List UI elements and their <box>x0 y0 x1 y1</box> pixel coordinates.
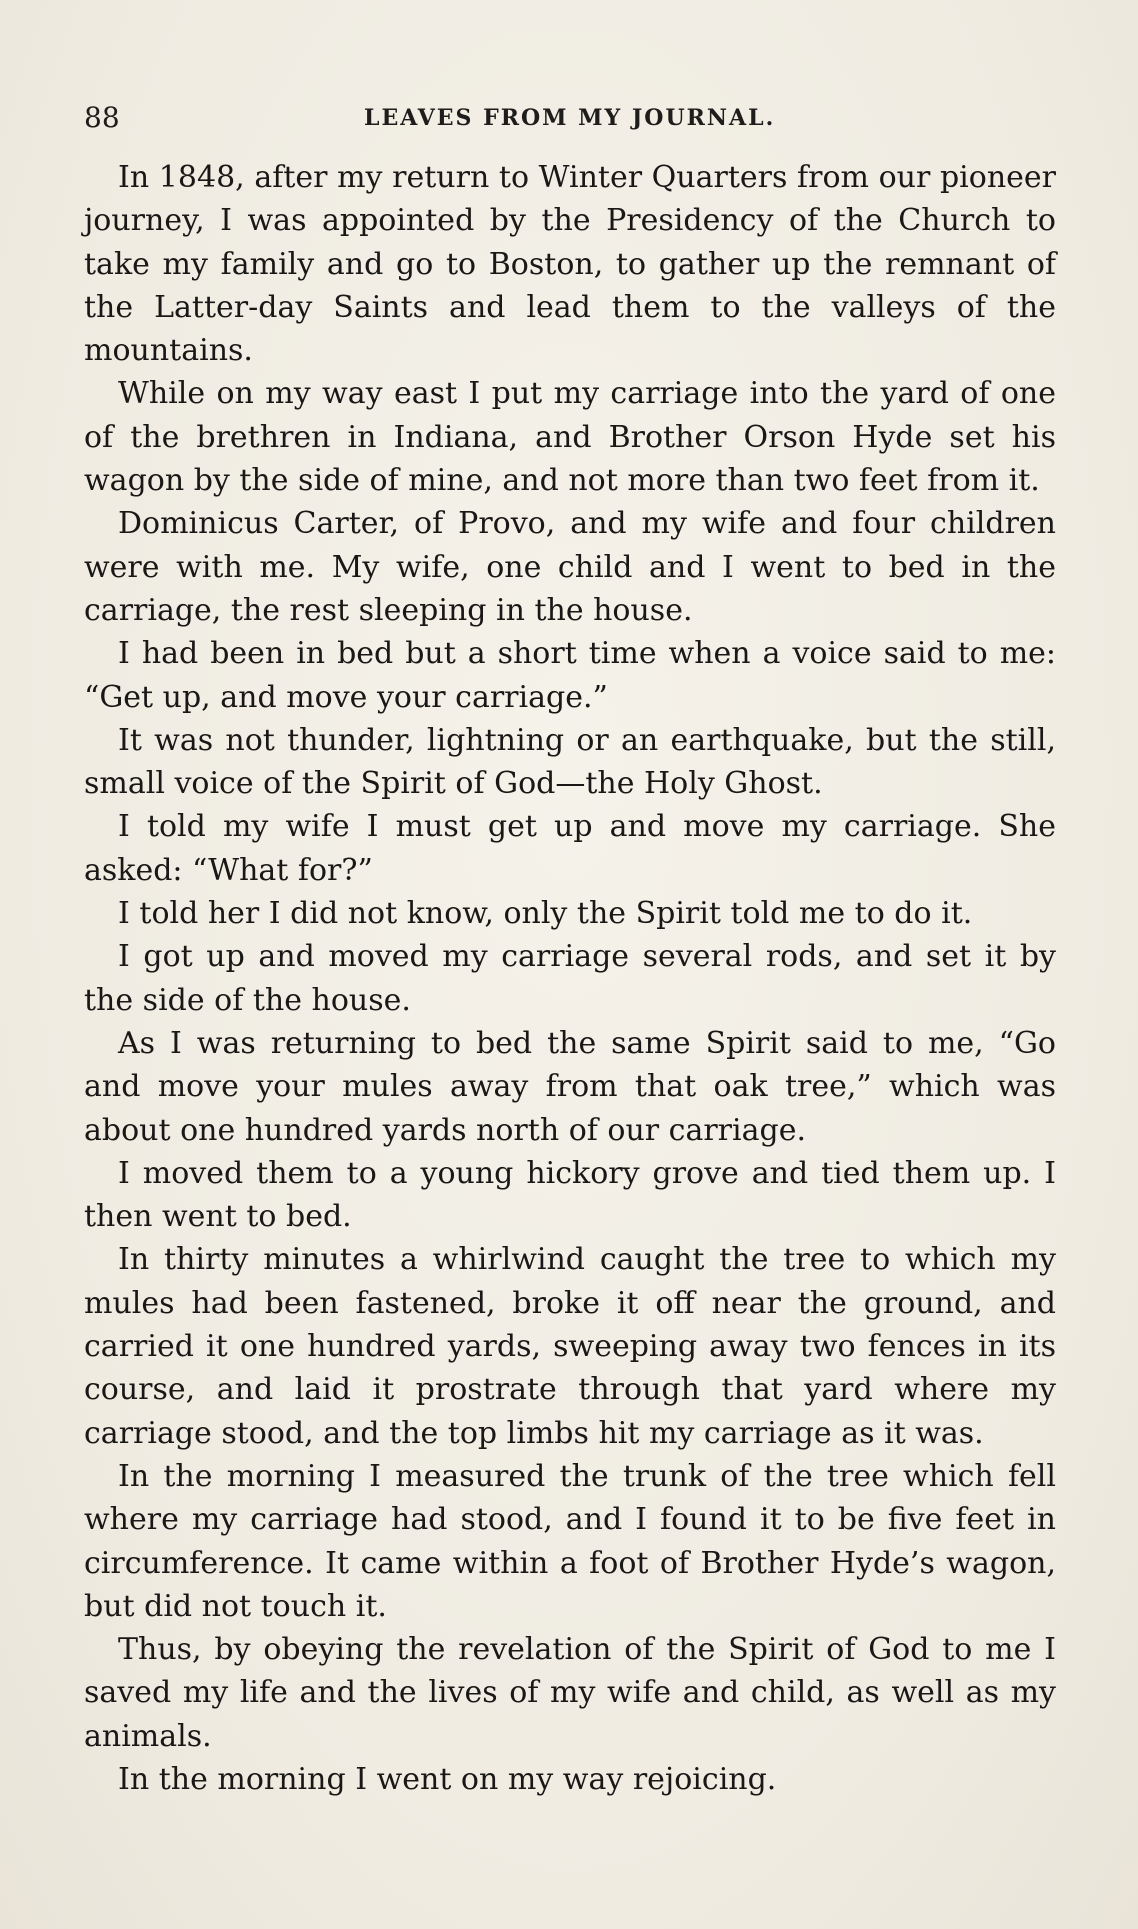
paragraph: As I was returning to bed the same Spirit said to me, “Go and move your mules away from that oak tree,” which was about one hundred yards north of our carriage. <box>84 1025 1056 1148</box>
paragraph: I got up and moved my carriage several rods, and set it by the side of the house. <box>84 939 1056 1018</box>
page-number: 88 <box>84 101 120 134</box>
paragraph: In thirty minutes a whirlwind caught the tree to which my mules had been fastened, broke it off near the ground, and carried it one hundred yards, sweeping away two fences in its course, and laid it prostrate through that yard where my carriage stood, and the top limbs hit my carriage as it was. <box>84 1242 1056 1451</box>
running-title: LEAVES FROM MY JOURNAL. <box>364 105 776 131</box>
paragraph: Dominicus Carter, of Provo, and my wife and four children were with me. My wife, one child and I went to bed in the carriage, the rest sleeping in the house. <box>84 506 1056 628</box>
page-header <box>84 98 1054 138</box>
paragraph: I moved them to a young hickory grove and tied them up. I then went to bed. <box>84 1155 1056 1235</box>
body-text <box>84 156 1056 1801</box>
paragraph: I had been in bed but a short time when a voice said to me: “Get up, and move your carriage.” <box>84 636 1056 715</box>
paragraph: It was not thunder, lightning or an earthquake, but the still, small voice of the Spirit of God—the Holy Ghost. <box>84 722 1056 802</box>
paragraph: While on my way east I put my carriage into the yard of one of the brethren in Indiana, and Brother Orson Hyde set his wagon by the side of mine, and not more than two feet from it. <box>84 376 1056 499</box>
paragraph: In 1848, after my return to Winter Quarters from our pioneer journey, I was appointed by the Presidency of the Church to take my family and go to Boston, to gather up the remnant of the Latter-day Saints and lead them to the valleys of the mountains. <box>84 160 1056 369</box>
paragraph: In the morning I measured the trunk of the tree which fell where my carriage had stood, and I found it to be five feet in circumference. It came within a foot of Brother Hyde’s wagon, but did not touch it. <box>84 1458 1056 1624</box>
paragraph: Thus, by obeying the revelation of the Spirit of God to me I saved my life and the lives of my wife and child, as well as my animals. <box>84 1632 1056 1754</box>
paragraph: In the morning I went on my way rejoicing. <box>118 1761 777 1797</box>
paragraph: I told my wife I must get up and move my carriage. She asked: “What for?” <box>84 809 1056 888</box>
paragraph: I told her I did not know, only the Spirit told me to do it. <box>118 896 973 932</box>
